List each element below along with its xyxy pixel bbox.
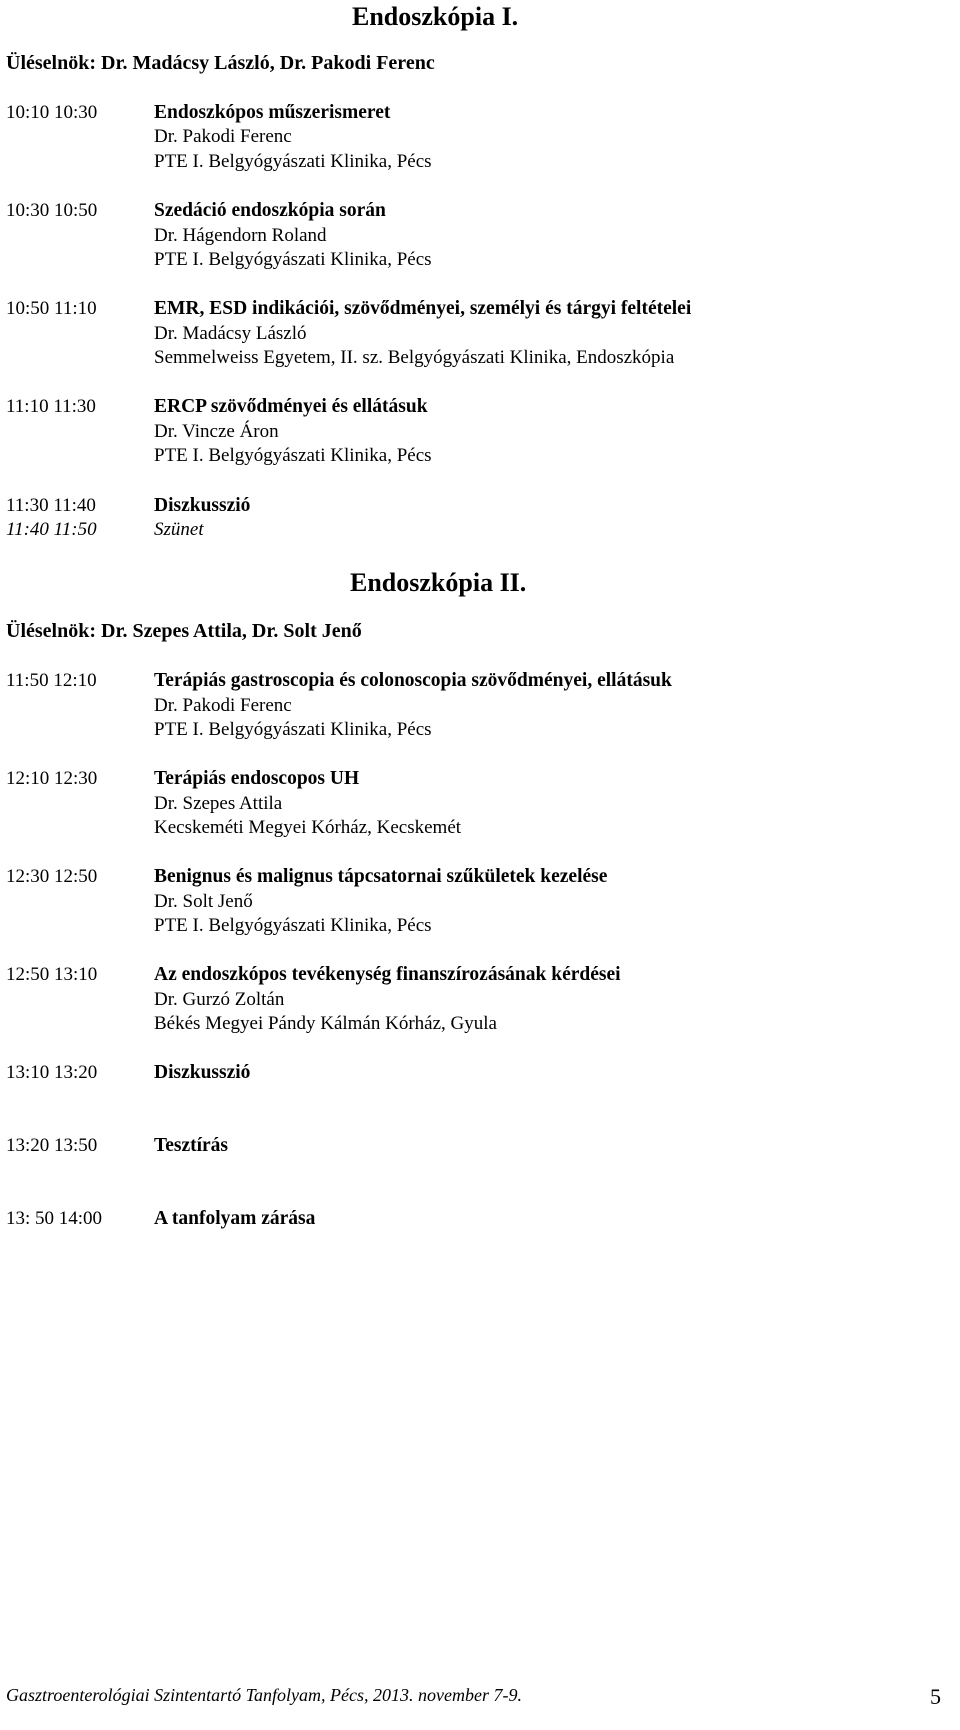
session-time: 13: 50 14:00 [6, 1208, 103, 1229]
session-time: 11:40 11:50 [6, 519, 97, 540]
session-speaker: Dr. Vincze Áron [154, 421, 279, 442]
session-speaker: Dr. Hágendorn Roland [154, 225, 327, 246]
session-title: Endoszkópos műszerismeret [154, 102, 391, 123]
section2-heading: Endoszkópia II. [350, 568, 527, 597]
page-number: 5 [930, 1684, 941, 1709]
session-title: Az endoszkópos tevékenység finanszírozásának kérdései [154, 964, 621, 985]
session-time: 10:10 10:30 [6, 102, 98, 123]
session-affiliation: PTE I. Belgyógyászati Klinika, Pécs [154, 915, 432, 936]
section2-chair: Üléselnök: Dr. Szepes Attila, Dr. Solt Jenő [6, 620, 362, 642]
session-speaker: Dr. Gurzó Zoltán [154, 989, 285, 1010]
session-title: ERCP szövődményei és ellátásuk [154, 396, 428, 417]
session-time: 12:50 13:10 [6, 964, 98, 985]
session-speaker: Dr. Madácsy László [154, 323, 307, 344]
session-title: Szünet [154, 519, 204, 540]
session-affiliation: PTE I. Belgyógyászati Klinika, Pécs [154, 719, 432, 740]
session-time: 10:50 11:10 [6, 298, 97, 319]
session-speaker: Dr. Pakodi Ferenc [154, 695, 292, 716]
session-title: EMR, ESD indikációi, szövődményei, személyi és tárgyi feltételei [154, 298, 692, 319]
session-title: Tesztírás [154, 1135, 229, 1156]
session-speaker: Dr. Szepes Attila [154, 793, 283, 814]
session-affiliation: Kecskeméti Megyei Kórház, Kecskemét [154, 817, 462, 838]
session-affiliation: Békés Megyei Pándy Kálmán Kórház, Gyula [154, 1013, 497, 1034]
section1-chair: Üléselnök: Dr. Madácsy László, Dr. Pakodi Ferenc [6, 52, 435, 74]
footer-text: Gasztroenterológiai Szintentartó Tanfolyam, Pécs, 2013. november 7-9. [6, 1685, 522, 1705]
session-affiliation: Semmelweiss Egyetem, II. sz. Belgyógyászati Klinika, Endoszkópia [154, 347, 675, 368]
session-speaker: Dr. Solt Jenő [154, 891, 253, 912]
session-time: 13:20 13:50 [6, 1135, 98, 1156]
session-title: Terápiás gastroscopia és colonoscopia szövődményei, ellátásuk [154, 670, 672, 691]
session-title: Terápiás endoscopos UH [154, 768, 360, 789]
section1-heading: Endoszkópia I. [352, 2, 519, 31]
session-time: 11:50 12:10 [6, 670, 97, 691]
session-time: 13:10 13:20 [6, 1062, 98, 1083]
session-title: Diszkusszió [154, 495, 251, 516]
session-time: 11:10 11:30 [6, 396, 96, 417]
session-title: Diszkusszió [154, 1062, 251, 1083]
session-speaker: Dr. Pakodi Ferenc [154, 126, 292, 147]
session-time: 12:10 12:30 [6, 768, 98, 789]
session-affiliation: PTE I. Belgyógyászati Klinika, Pécs [154, 445, 432, 466]
session-affiliation: PTE I. Belgyógyászati Klinika, Pécs [154, 249, 432, 270]
session-title: A tanfolyam zárása [154, 1208, 316, 1229]
session-affiliation: PTE I. Belgyógyászati Klinika, Pécs [154, 151, 432, 172]
session-time: 12:30 12:50 [6, 866, 98, 887]
session-title: Benignus és malignus tápcsatornai szűkületek kezelése [154, 866, 608, 887]
session-time: 11:30 11:40 [6, 495, 96, 516]
session-title: Szedáció endoszkópia során [154, 200, 386, 221]
session-time: 10:30 10:50 [6, 200, 98, 221]
